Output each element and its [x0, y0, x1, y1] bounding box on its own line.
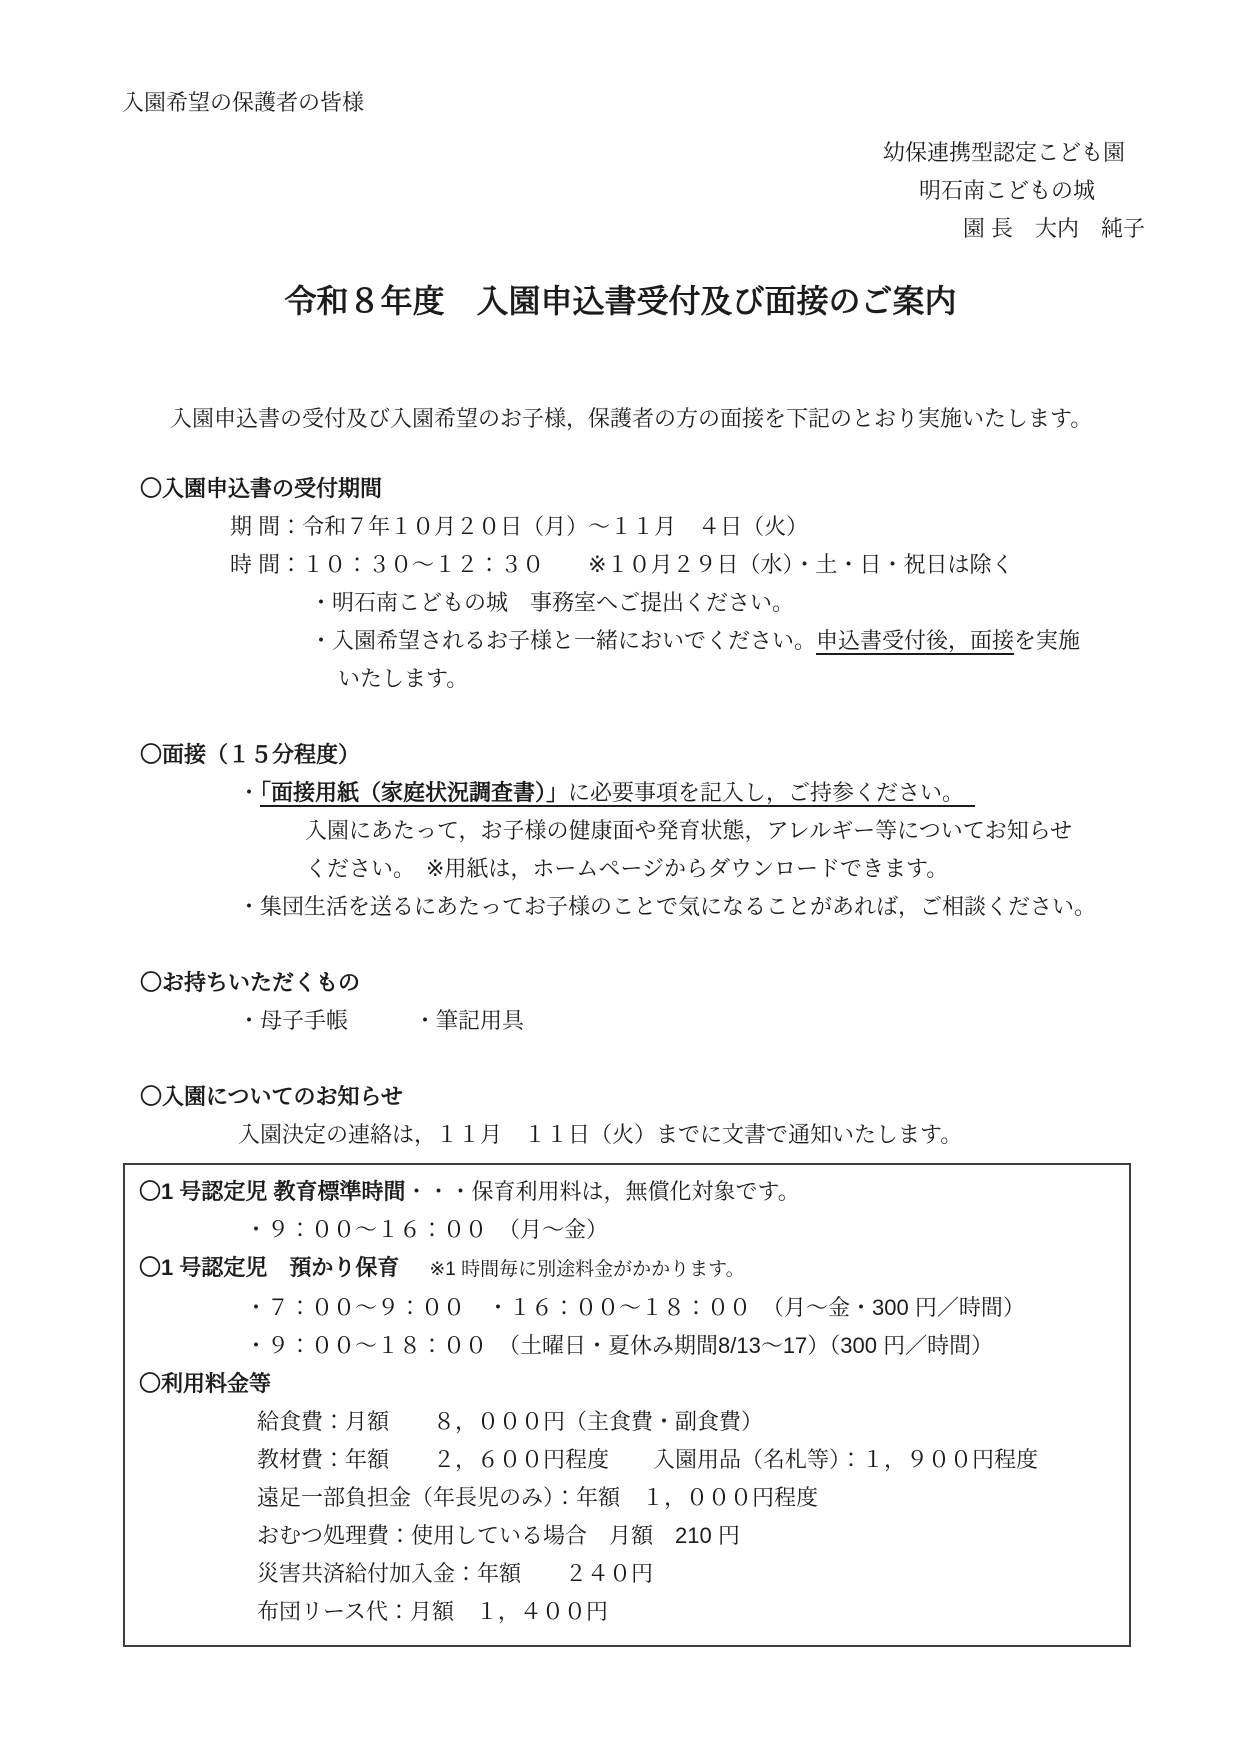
sender-org-line: 幼保連携型認定こども園 [882, 140, 1125, 165]
fee-line-excursion: 遠足一部負担金（年長児のみ）：年額 １，０００円程度 [257, 1485, 819, 1510]
cat1-description: ・・・保育利用料は，無償化対象です。 [405, 1179, 800, 1204]
together-text-tail: を実施 [1014, 628, 1081, 653]
reception-together-bullet [310, 622, 1241, 660]
fee-line-insurance: 災害共済給付加入金：年額 ２４０円 [257, 1561, 654, 1586]
intro-paragraph: 入園申込書の受付及び入園希望のお子様，保護者の方の面接を下記のとおり実施いたします。 [170, 406, 1093, 431]
section-heading-notice: 〇入園についてのお知らせ [140, 1084, 403, 1109]
fee-line-diaper: おむつ処理費：使用している場合 月額 210 円 [257, 1523, 740, 1548]
sender-facility-line: 明石南こどもの城 [918, 178, 1095, 203]
reception-together-continuation: いたします。 [338, 666, 469, 691]
reception-period-line: 期 間：令和７年１０月２０日（月）～１１月 ４日（火） [230, 514, 809, 539]
interview-health-note-line2: ください。 ※用紙は，ホームページからダウンロードできます。 [305, 856, 949, 881]
sender-director-line: 園 長 大内 純子 [962, 216, 1145, 241]
fee-box [123, 1163, 1131, 1647]
together-text: ・入園希望されるお子様と一緒においでください。 [310, 628, 817, 653]
notice-body-line: 入園決定の連絡は，１１月 １１日（火）までに文書で通知いたします。 [238, 1122, 963, 1147]
section-heading-reception: 〇入園申込書の受付期間 [140, 476, 383, 501]
box-cat1-time-line: ・９：００～１６：００ （月～金） [245, 1217, 609, 1242]
together-underlined-text: 申込書受付後，面接 [816, 628, 1015, 653]
box-cat1-line [139, 1173, 1117, 1211]
box-cat2-time1-line: ・７：００～９：００ ・１６：００～１８：００ （月～金・300 円／時間） [245, 1295, 1025, 1320]
interview-health-note-line1: 入園にあたって，お子様の健康面や発育状態，アレルギー等についてお知らせ [305, 818, 1073, 843]
reception-time-line: 時 間：１０：３０～１２：３０ ※１０月２９日（水）・土・日・祝日は除く [230, 552, 1014, 577]
fee-line-futon: 布団リース代：月額 １，４００円 [257, 1599, 608, 1624]
form-instruction: に必要事項を記入し，ご持参ください。 [568, 780, 976, 805]
box-fees-heading: 〇利用料金等 [139, 1371, 272, 1396]
section-heading-bring: 〇お持ちいただくもの [140, 970, 361, 995]
cat2-heading-bold: 〇1 号認定児 預かり保育 [139, 1255, 400, 1280]
document-title: 令和８年度 入園申込書受付及び面接のご案内 [284, 283, 957, 319]
fee-line-materials: 教材費：年額 ２，６００円程度 入園用品（名札等）：１，９００円程度 [257, 1447, 1039, 1472]
bring-items-line: ・母子手帳 ・筆記用具 [238, 1008, 525, 1033]
box-cat2-line [139, 1249, 1117, 1289]
form-underlined-text [260, 780, 975, 805]
addressee-line: 入園希望の保護者の皆様 [122, 90, 365, 115]
cat1-heading-bold: 〇1 号認定児 教育標準時間 [139, 1179, 406, 1204]
bullet-marker: ・ [238, 780, 261, 805]
cat2-fee-note: ※1 時間毎に別途料金がかかります。 [429, 1259, 745, 1280]
interview-consult-bullet: ・集団生活を送るにあたってお子様のことで気になることがあれば，ご相談ください。 [238, 894, 1097, 919]
interview-form-bullet [238, 774, 1241, 812]
box-cat2-time2-line: ・９：００～１８：００ （土曜日・夏休み期間8/13～17）（300 円／時間） [245, 1333, 994, 1358]
section-heading-interview: 〇面接（１５分程度） [140, 742, 361, 767]
reception-submit-bullet: ・明石南こどもの城 事務室へご提出ください。 [310, 590, 795, 615]
form-name-bold: 「面接用紙（家庭状況調査書）」 [260, 780, 569, 805]
fee-line-meals: 給食費：月額 ８，０００円（主食費・副食費） [257, 1409, 764, 1434]
